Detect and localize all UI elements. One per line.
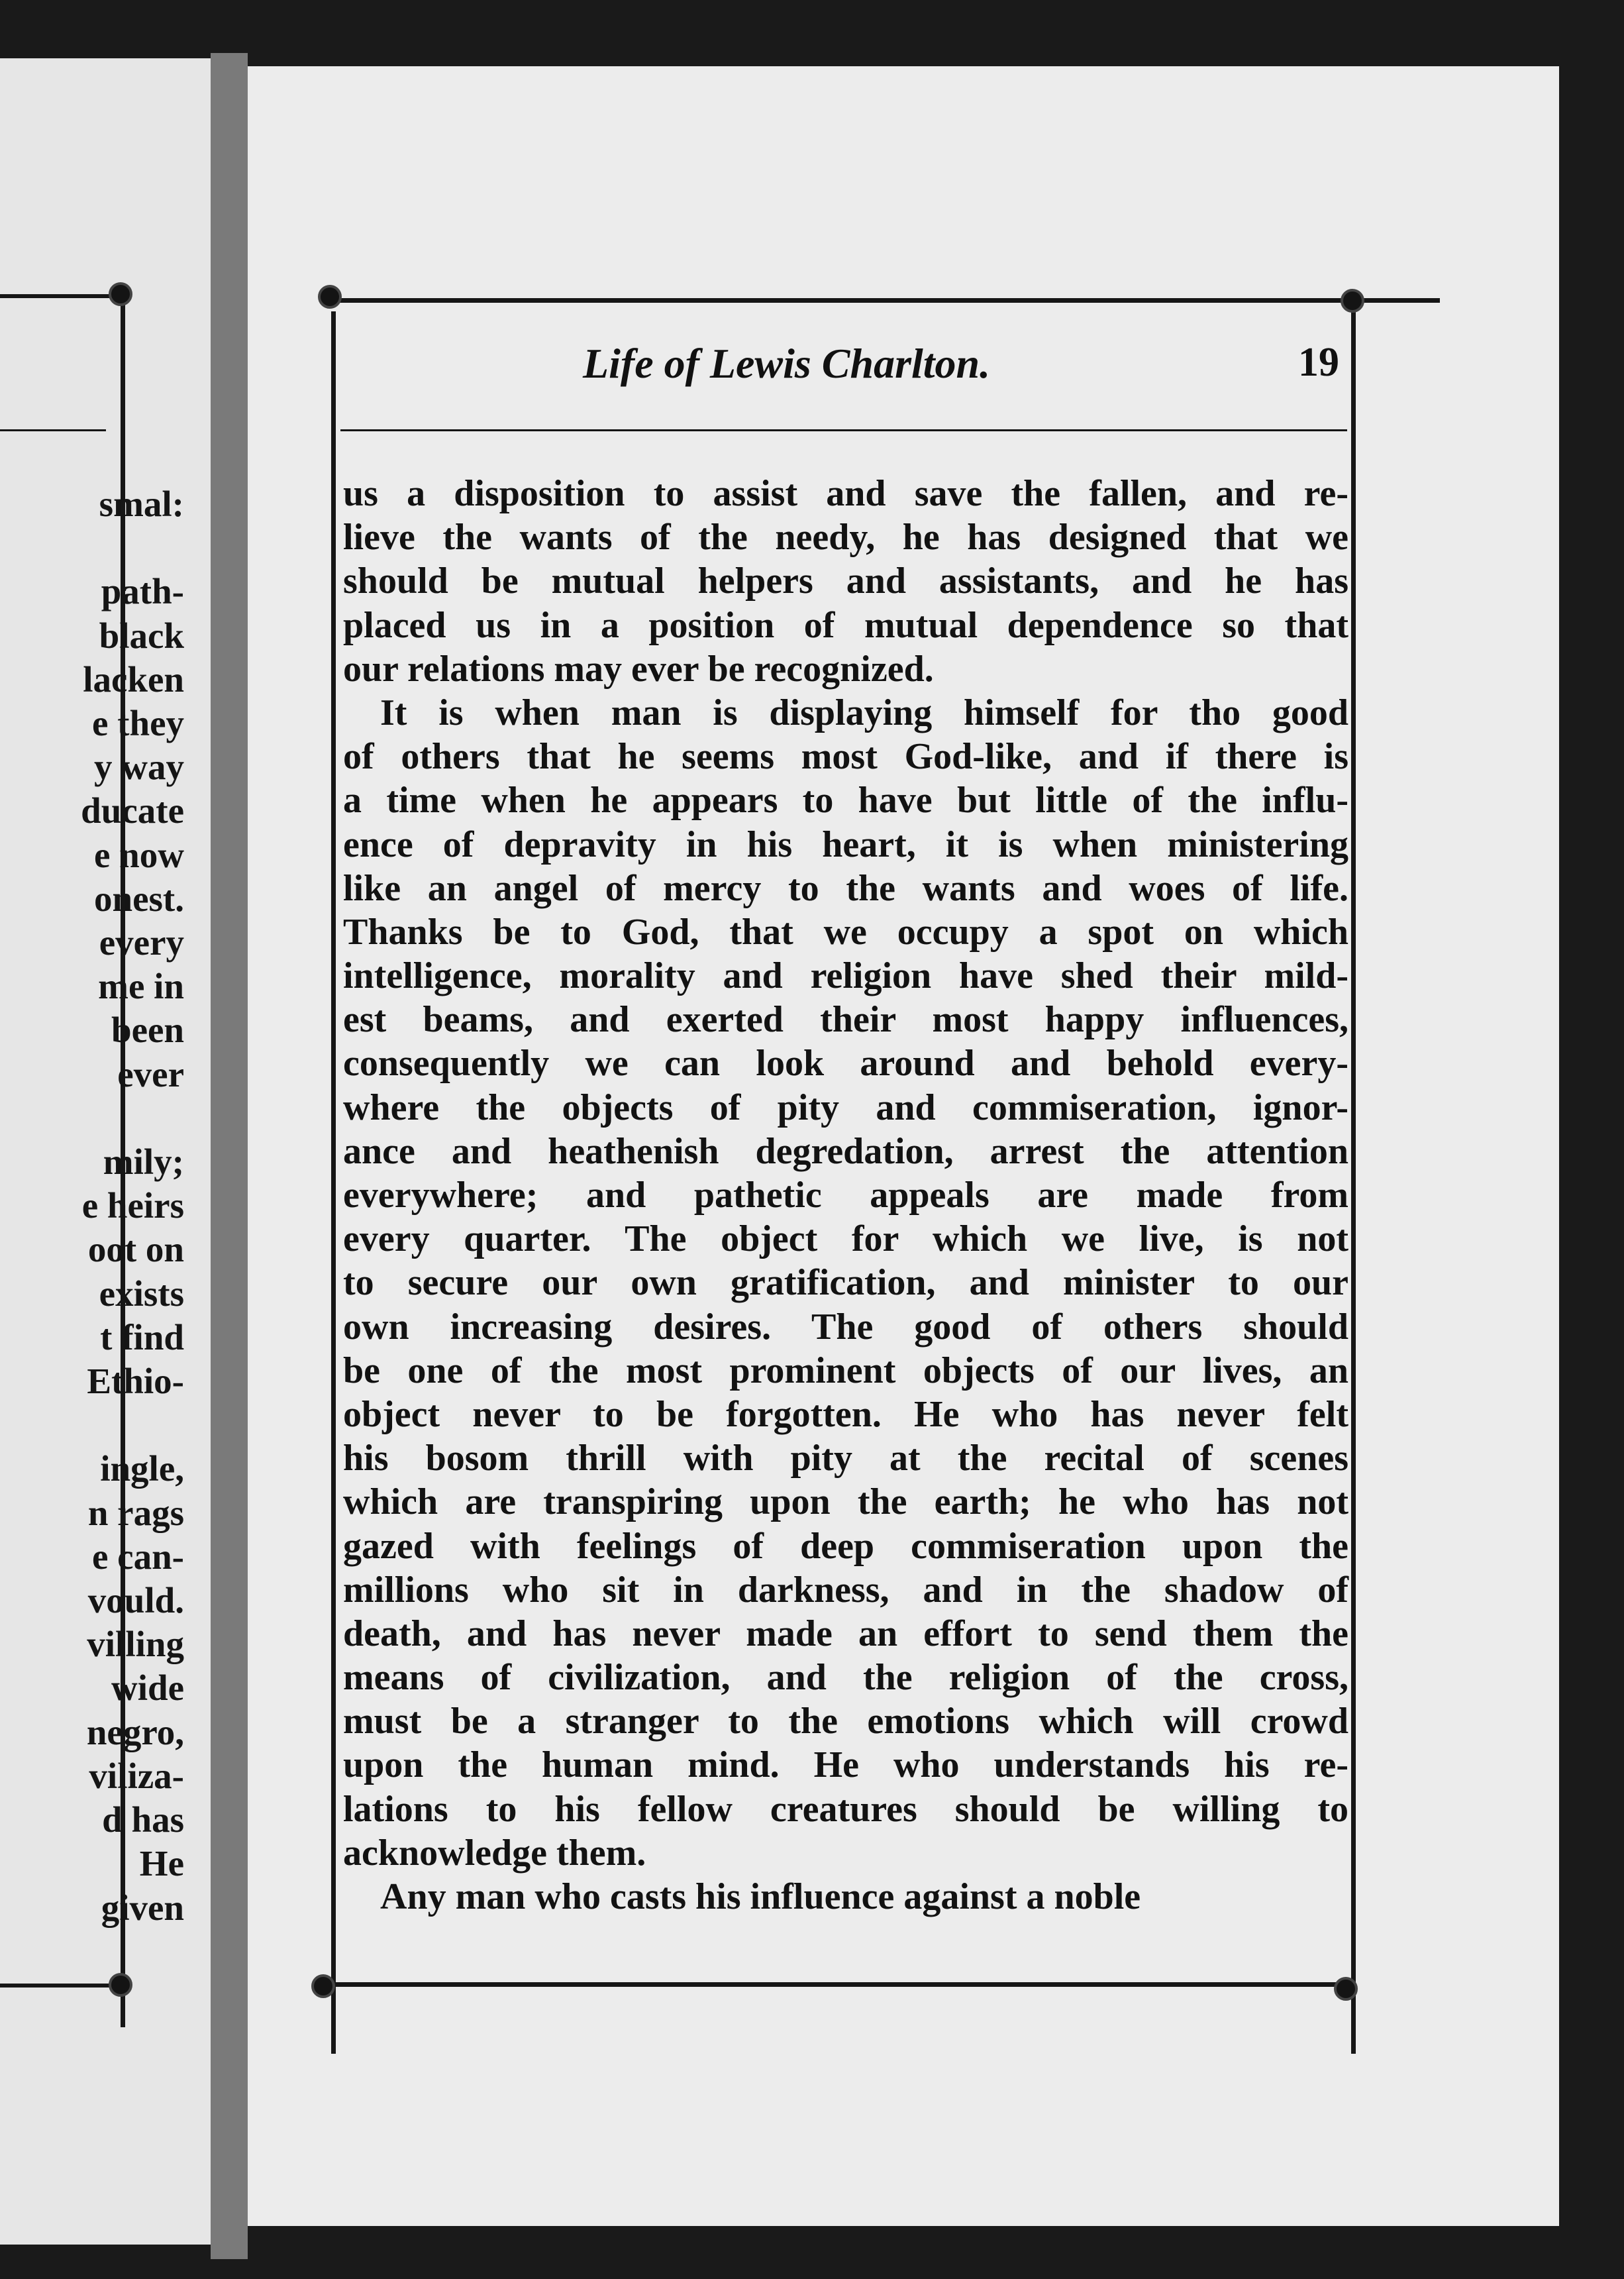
- text-line: placed us in a position of mutual dependence so that: [343, 604, 1348, 646]
- frame-corner-bottom-left: [311, 1974, 335, 1998]
- text-line: gazed with feelings of deep commiseration upon the: [343, 1525, 1348, 1567]
- text-line: own increasing desires. The good of others should: [343, 1306, 1348, 1348]
- text-line: lieve the wants of the needy, he has designed that we: [343, 517, 1348, 558]
- left-page-line: e now: [94, 834, 184, 875]
- left-page-line: onest.: [94, 878, 184, 919]
- text-line: be one of the most prominent objects of our lives, an: [343, 1350, 1348, 1391]
- left-frame-corner-top: [109, 282, 132, 306]
- left-page-line: n rags: [87, 1492, 184, 1533]
- text-line: ence of depravity in his heart, it is when ministering: [343, 823, 1348, 865]
- text-line: a time when he appears to have but little of the influ-: [343, 780, 1348, 822]
- left-page-line: y way: [94, 747, 184, 788]
- left-page-line: e can-: [92, 1536, 184, 1577]
- left-page-line: lacken: [83, 659, 184, 700]
- text-line: to secure our own gratification, and minister to our: [343, 1262, 1348, 1304]
- text-line: acknowledge them.: [343, 1832, 646, 1874]
- text-line: must be a stranger to the emotions which will crowd: [343, 1701, 1348, 1742]
- text-line: consequently we can look around and behold every-: [343, 1043, 1348, 1085]
- left-page: [0, 58, 211, 2245]
- text-line: millions who sit in darkness, and in the shadow of: [343, 1569, 1348, 1611]
- left-page-line: He: [139, 1843, 184, 1884]
- left-page-line: viliza-: [89, 1755, 184, 1796]
- left-frame-header-rule: [0, 429, 106, 431]
- left-page-line: Ethio-: [87, 1361, 184, 1402]
- left-page-text: [32, 482, 184, 1930]
- text-line: like an angel of mercy to the wants and woes of life.: [343, 867, 1348, 909]
- frame-corner-top-left: [318, 285, 342, 309]
- left-page-line: mily;: [103, 1141, 184, 1183]
- text-line: of others that he seems most God-like, and if there is: [343, 736, 1348, 778]
- left-page-line: exists: [99, 1273, 184, 1314]
- left-page-line: t find: [100, 1316, 184, 1357]
- text-line: everywhere; and pathetic appeals are made from: [343, 1175, 1348, 1216]
- left-page-line: [32, 1403, 184, 1447]
- text-line: means of civilization, and the religion of the cross,: [343, 1657, 1348, 1699]
- left-page-line: given: [101, 1887, 184, 1928]
- left-page-line: ducate: [81, 790, 184, 831]
- left-page-line: been: [111, 1010, 184, 1051]
- left-page-line: black: [99, 615, 184, 656]
- frame-bottom-rule: [334, 1982, 1354, 1987]
- text-line: our relations may ever be recognized.: [343, 648, 934, 690]
- left-page-line: path-: [101, 571, 184, 612]
- text-line: which are transpiring upon the earth; he who has not: [343, 1481, 1348, 1523]
- running-header-title: Life of Lewis Charlton.: [583, 340, 991, 387]
- frame-corner-top-right: [1341, 289, 1364, 313]
- page-number: 19: [1298, 340, 1339, 385]
- text-line: death, and has never made an effort to send them the: [343, 1613, 1348, 1654]
- text-line: every quarter. The object for which we live, is not: [343, 1218, 1348, 1260]
- left-frame-top-rule: [0, 294, 119, 298]
- left-frame-bottom-rule: [0, 1984, 119, 1988]
- text-line: upon the human mind. He who understands his re-: [343, 1744, 1348, 1786]
- text-line: lations to his fellow creatures should be willing to: [343, 1788, 1348, 1830]
- left-frame-corner-bottom: [109, 1973, 132, 1997]
- text-line: where the objects of pity and commiseration, ignor-: [343, 1086, 1348, 1128]
- left-page-line: negro,: [86, 1711, 184, 1752]
- text-line: Any man who casts his influence against a noble: [380, 1876, 1141, 1917]
- left-page-line: d has: [102, 1799, 184, 1840]
- left-page-line: [32, 526, 184, 570]
- left-page-line: smal:: [99, 484, 184, 524]
- page-gutter: [211, 53, 248, 2259]
- text-line: est beams, and exerted their most happy influences,: [343, 999, 1348, 1041]
- text-line: ance and heathenish degredation, arrest the attention: [343, 1130, 1348, 1172]
- frame-right-rule: [1351, 311, 1356, 2054]
- text-line: intelligence, morality and religion have shed their mild-: [343, 955, 1348, 997]
- text-line: Thanks be to God, that we occupy a spot on which: [343, 911, 1348, 953]
- frame-left-rule: [331, 311, 336, 2054]
- left-page-line: me in: [98, 966, 184, 1007]
- text-line: his bosom thrill with pity at the recital of scenes: [343, 1438, 1348, 1479]
- frame-corner-bottom-right: [1334, 1977, 1358, 2001]
- text-line: us a disposition to assist and save the fallen, and re-: [343, 473, 1348, 514]
- left-page-line: e they: [92, 703, 184, 744]
- left-page-line: villing: [87, 1624, 184, 1665]
- text-line: should be mutual helpers and assistants, and he has: [343, 560, 1348, 602]
- left-page-line: [32, 1096, 184, 1140]
- body-text: [343, 472, 1348, 1919]
- frame-header-rule: [340, 429, 1347, 431]
- text-line: It is when man is displaying himself for tho good: [380, 692, 1348, 733]
- left-page-line: wide: [111, 1668, 184, 1709]
- left-page-line: vould.: [87, 1580, 184, 1621]
- left-page-line: ever: [117, 1053, 184, 1094]
- left-page-line: oot on: [87, 1229, 184, 1270]
- text-line: object never to be forgotten. He who has never felt: [343, 1393, 1348, 1435]
- left-page-line: ingle,: [100, 1448, 184, 1489]
- left-page-line: every: [99, 922, 184, 963]
- left-page-line: e heirs: [81, 1185, 184, 1226]
- frame-top-rule: [334, 298, 1440, 303]
